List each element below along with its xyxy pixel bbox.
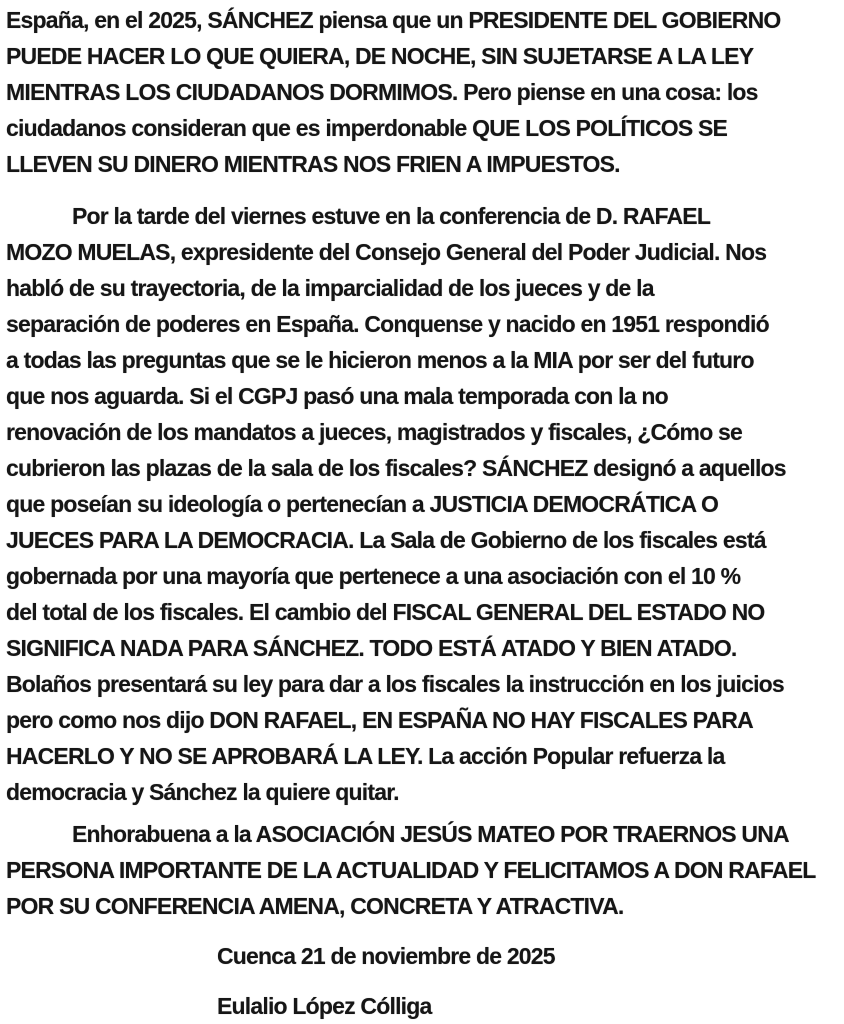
text-line: democracia y Sánchez la quiere quitar. bbox=[6, 779, 399, 805]
text-line: del total de los fiscales. El cambio del FISCAL GENERAL DEL ESTADO NO bbox=[6, 599, 765, 625]
text-line: SIGNIFICA NADA PARA SÁNCHEZ. TODO ESTÁ ATADO Y BIEN ATADO. bbox=[6, 635, 737, 661]
text-line: MIENTRAS LOS CIUDADANOS DORMIMOS. Pero piense en una cosa: los bbox=[6, 79, 758, 105]
text-line: Por la tarde del viernes estuve en la conferencia de D. RAFAEL bbox=[72, 203, 711, 229]
text-line: renovación de los mandatos a jueces, magistrados y fiscales, ¿Cómo se bbox=[6, 419, 743, 445]
text-line: MOZO MUELAS, expresidente del Consejo General del Poder Judicial. Nos bbox=[6, 239, 767, 265]
paragraph-3 bbox=[6, 816, 844, 924]
text-line: Enhorabuena a la ASOCIACIÓN JESÚS MATEO POR TRAERNOS UNA bbox=[72, 821, 789, 847]
text-line: PUEDE HACER LO QUE QUIERA, DE NOCHE, SIN SUJETARSE A LA LEY bbox=[6, 43, 754, 69]
text-line: separación de poderes en España. Conquense y nacido en 1951 respondió bbox=[6, 311, 769, 337]
paragraph-1 bbox=[6, 2, 844, 182]
text-line: ciudadanos consideran que es imperdonable QUE LOS POLÍTICOS SE bbox=[6, 115, 728, 141]
text-line: PERSONA IMPORTANTE DE LA ACTUALIDAD Y FELICITAMOS A DON RAFAEL bbox=[6, 857, 816, 883]
text-line: gobernada por una mayoría que pertenece a una asociación con el 10 % bbox=[6, 563, 741, 589]
text-line: JUECES PARA LA DEMOCRACIA. La Sala de Gobierno de los fiscales está bbox=[6, 527, 766, 553]
text-line: que nos aguarda. Si el CGPJ pasó una mala temporada con la no bbox=[6, 383, 668, 409]
text-line: pero como nos dijo DON RAFAEL, EN ESPAÑA NO HAY FISCALES PARA bbox=[6, 707, 753, 733]
text-line: POR SU CONFERENCIA AMENA, CONCRETA Y ATRACTIVA. bbox=[6, 893, 624, 919]
text-line: habló de su trayectoria, de la imparcialidad de los jueces y de la bbox=[6, 275, 654, 301]
paragraph-2 bbox=[6, 198, 844, 810]
text-line: LLEVEN SU DINERO MIENTRAS NOS FRIEN A IMPUESTOS. bbox=[6, 151, 620, 177]
text-line: España, en el 2025, SÁNCHEZ piensa que un PRESIDENTE DEL GOBIERNO bbox=[6, 7, 781, 33]
date-line: Cuenca 21 de noviembre de 2025 bbox=[217, 943, 555, 969]
text-line: que poseían su ideología o pertenecían a JUSTICIA DEMOCRÁTICA O bbox=[6, 491, 719, 517]
text-line: a todas las preguntas que se le hicieron menos a la MIA por ser del futuro bbox=[6, 347, 754, 373]
text-line: HACERLO Y NO SE APROBARÁ LA LEY. La acción Popular refuerza la bbox=[6, 743, 725, 769]
text-line: Bolaños presentará su ley para dar a los fiscales la instrucción en los juicios bbox=[6, 671, 784, 697]
text-line: cubrieron las plazas de la sala de los fiscales? SÁNCHEZ designó a aquellos bbox=[6, 455, 786, 481]
signature-line: Eulalio López Cólliga bbox=[217, 993, 432, 1019]
